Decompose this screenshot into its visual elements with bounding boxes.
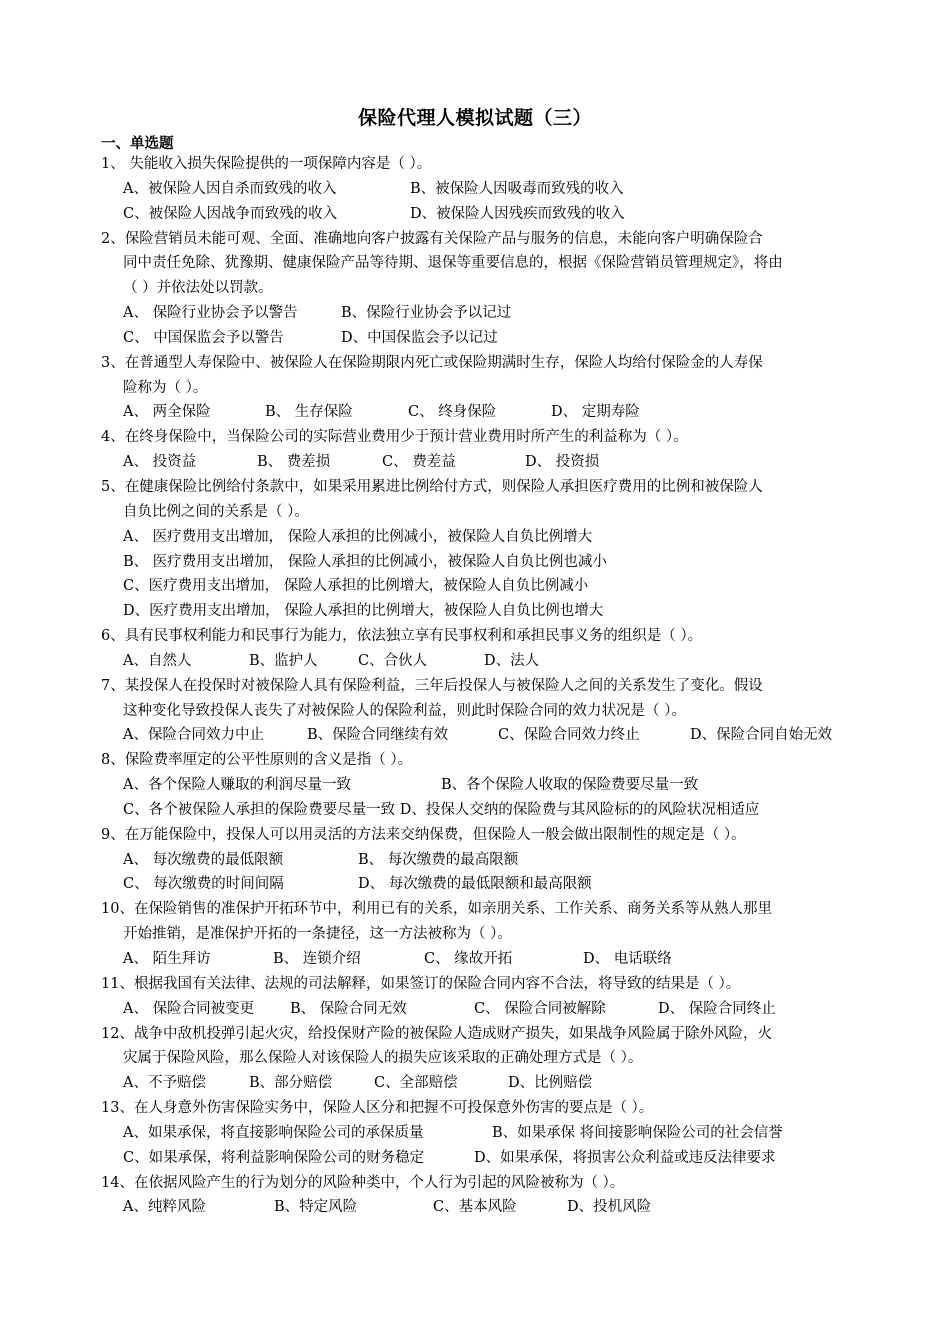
- option-row: [0, 872, 950, 897]
- answer-option: B、特定风险: [274, 1199, 358, 1216]
- answer-option: B、监护人: [249, 652, 318, 669]
- option-row: [0, 1071, 950, 1096]
- answer-option: A、各个保险人赚取的利润尽量一致: [123, 777, 351, 794]
- answer-option: D、医疗费用支出增加， 保险人承担的比例增大，被保险人自负比例也增大: [123, 603, 604, 620]
- answer-option: A、被保险人因自杀而致残的收入: [123, 180, 337, 197]
- question-text: 9、在万能保险中，投保人可以用灵活的方法来交纳保费，但保险人一般会做出限制性的规定是（ ）。: [101, 826, 746, 843]
- answer-option: B、 医疗费用支出增加， 保险人承担的比例减小，被保险人自负比例也减小: [123, 553, 607, 570]
- answer-option: B、 每次缴费的最高限额: [358, 851, 519, 868]
- option-row: [0, 400, 950, 425]
- answer-option: B、如果承保 将间接影响保险公司的社会信誉: [492, 1124, 783, 1141]
- question-text-continuation: 同中责任免除、犹豫期、健康保险产品等待期、退保等重要信息的，根据《保险营销员管理规定》，将由: [123, 255, 783, 272]
- option-row: [0, 202, 950, 227]
- question-text: 7、某投保人在投保时对被保险人具有保险利益，三年后投保人与被保险人之间的关系发生了变化。假设: [101, 677, 763, 694]
- option-row: [0, 848, 950, 873]
- option-row: [0, 1146, 950, 1171]
- option-row: [0, 301, 950, 326]
- answer-option: D、 投资损: [525, 454, 600, 471]
- option-row: [0, 798, 950, 823]
- answer-option: C、 每次缴费的时间间隔: [123, 876, 284, 893]
- option-row: [0, 997, 950, 1022]
- option-row: [0, 574, 950, 599]
- question-text: 2、保险营销员未能可观、全面、准确地向客户披露有关保险产品与服务的信息，未能向客户明确保险合: [101, 230, 763, 247]
- answer-option: C、医疗费用支出增加， 保险人承担的比例增大，被保险人自负比例减小: [123, 578, 589, 595]
- question-text: 13、在人身意外伤害保险实务中，保险人区分和把握不可投保意外伤害的要点是（ ）。: [101, 1100, 654, 1117]
- option-row: [0, 550, 950, 575]
- answer-option: A、 两全保险: [123, 404, 211, 421]
- option-row: [0, 1121, 950, 1146]
- option-row: [0, 649, 950, 674]
- question-text: 12、战争中敌机投弹引起火灾，给投保财产险的被保险人造成财产损失，如果战争风险属于除外风险，火: [101, 1025, 772, 1042]
- section-heading: 一、单选题: [101, 136, 174, 152]
- answer-option: D、 定期寿险: [551, 404, 640, 421]
- answer-option: C、各个被保险人承担的保险费要尽量一致 D、投保人交纳的保险费与其风险标的的风险状况相适应: [123, 801, 760, 818]
- answer-option: B、 费差损: [257, 454, 331, 471]
- answer-option: A、纯粹风险: [123, 1199, 206, 1216]
- question-text: 4、在终身保险中，当保险公司的实际营业费用少于预计营业费用时所产生的利益称为（ ）。: [101, 429, 688, 446]
- answer-option: D、 保险合同终止: [658, 1000, 776, 1017]
- question-text: 3、在普通型人寿保险中、被保险人在保险期限内死亡或保险期满时生存，保险人均给付保险金的人寿保: [101, 354, 763, 371]
- answer-option: B、保险行业协会予以记过: [341, 305, 512, 322]
- answer-option: D、法人: [484, 652, 540, 669]
- answer-option: B、被保险人因吸毒而致残的收入: [410, 180, 624, 197]
- answer-option: C、全部赔偿: [374, 1075, 458, 1092]
- answer-option: A、 投资益: [123, 454, 197, 471]
- question-text: 1、 失能收入损失保险提供的一项保障内容是（ ）。: [101, 156, 432, 172]
- question-text: 11、根据我国有关法律、法规的司法解释，如果签订的保险合同内容不合法，将导致的结果是（ ）。: [101, 975, 741, 992]
- answer-option: A、不予赔偿: [123, 1075, 206, 1092]
- question-text: 8、保险费率厘定的公平性原则的含义是指（ ）。: [101, 752, 413, 769]
- answer-option: C、 终身保险: [408, 404, 497, 421]
- answer-option: C、基本风险: [433, 1199, 517, 1216]
- answer-option: B、 保险合同无效: [290, 1000, 407, 1017]
- answer-option: D、如果承保，将损害公众利益或违反法律要求: [474, 1149, 776, 1166]
- answer-option: D、投机风险: [567, 1199, 652, 1216]
- answer-option: D、 电话联络: [583, 951, 672, 967]
- option-row: [0, 773, 950, 798]
- answer-option: C、保险合同效力终止: [498, 727, 640, 744]
- answer-option: A、 陌生拜访: [123, 951, 211, 967]
- answer-option: C、 费差益: [382, 454, 456, 471]
- answer-option: A、保险合同效力中止: [123, 727, 264, 744]
- answer-option: D、中国保监会予以记过: [341, 329, 498, 346]
- answer-option: C、被保险人因战争而致残的收入: [123, 205, 338, 222]
- answer-option: D、保险合同自始无效: [690, 727, 833, 744]
- answer-option: C、合伙人: [358, 652, 428, 669]
- answer-option: B、部分赔偿: [249, 1075, 333, 1092]
- answer-option: A、 保险合同被变更: [123, 1000, 255, 1017]
- option-row: [0, 1195, 950, 1220]
- question-text-continuation: 这种变化导致投保人丧失了对被保险人的保险利益，则此时保险合同的效力状况是（ ）。: [123, 702, 686, 719]
- option-row: [0, 723, 950, 748]
- question-text: 14、在依据风险产生的行为划分的风险种类中，个人行为引起的风险被称为（ ）。: [101, 1174, 625, 1191]
- option-row: [0, 947, 950, 972]
- answer-option: D、被保险人因残疾而致残的收入: [410, 205, 625, 222]
- option-row: [0, 599, 950, 624]
- question-text: 10、在保险销售的准保护开拓环节中，利用已有的关系，如亲朋关系、工作关系、商务关系等从熟人那里: [101, 901, 772, 918]
- question-text-continuation: 自负比例之间的关系是（ ）。: [123, 503, 309, 520]
- option-row: [0, 525, 950, 550]
- answer-option: C、如果承保，将利益影响保险公司的财务稳定: [123, 1149, 425, 1166]
- question-text: 5、在健康保险比例给付条款中，如果采用累进比例给付方式，则保险人承担医疗费用的比例和被保险人: [101, 478, 763, 495]
- question-list: [0, 152, 950, 1220]
- question-text-continuation: 开始推销，是准保护开拓的一条捷径，这一方法被称为（ ）。: [123, 926, 512, 943]
- question-text-continuation: 灾属于保险风险，那么保险人对该保险人的损失应该采取的正确处理方式是（ ）。: [123, 1050, 643, 1067]
- option-row: [0, 326, 950, 351]
- answer-option: C、 缘故开拓: [424, 951, 513, 967]
- question-text-continuation: （ ）并依法处以罚款。: [123, 280, 273, 297]
- answer-option: A、 每次缴费的最低限额: [123, 851, 284, 868]
- page-title: 保险代理人模拟试题（三）: [357, 107, 592, 129]
- answer-option: B、保险合同继续有效: [307, 727, 449, 744]
- option-row: [0, 450, 950, 475]
- answer-option: A、自然人: [123, 652, 192, 669]
- answer-option: B、 连锁介绍: [273, 951, 361, 967]
- answer-option: D、 每次缴费的最低限额和最高限额: [358, 876, 592, 893]
- answer-option: B、各个保险人收取的保险费要尽量一致: [441, 777, 699, 794]
- question-text: 6、具有民事权利能力和民事行为能力，依法独立享有民事权利和承担民事义务的组织是（ ）。: [101, 628, 703, 645]
- answer-option: A、 医疗费用支出增加， 保险人承担的比例减小，被保险人自负比例增大: [123, 528, 593, 545]
- answer-option: C、 中国保监会予以警告: [123, 329, 284, 346]
- answer-option: B、 生存保险: [265, 404, 353, 421]
- answer-option: D、比例赔偿: [508, 1075, 593, 1092]
- answer-option: A、 保险行业协会予以警告: [123, 305, 298, 322]
- option-row: [0, 177, 950, 202]
- answer-option: A、如果承保，将直接影响保险公司的承保质量: [123, 1124, 424, 1141]
- question-text-continuation: 险称为（ ）。: [123, 379, 208, 396]
- answer-option: C、 保险合同被解除: [474, 1000, 606, 1017]
